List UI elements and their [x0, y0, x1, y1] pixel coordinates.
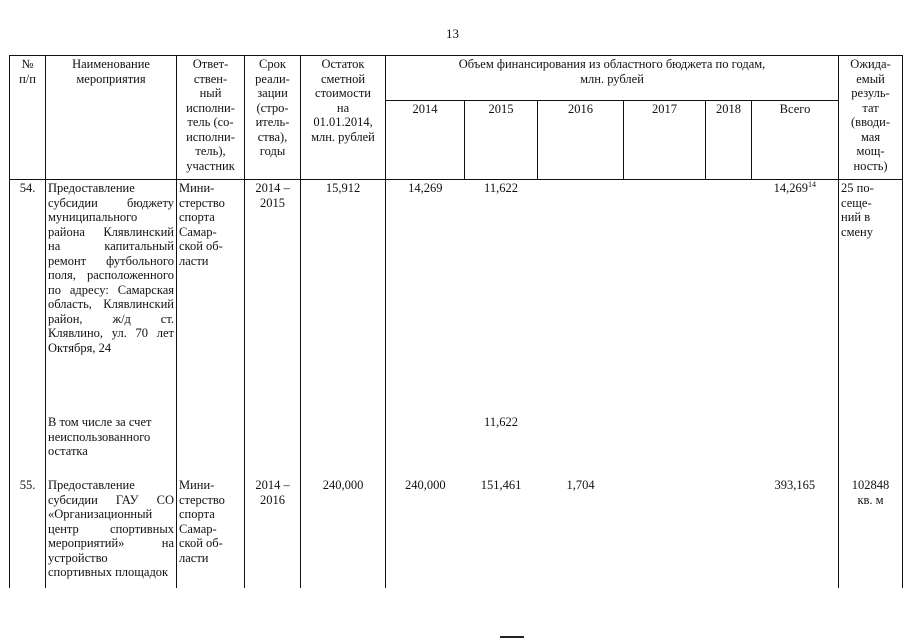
row-total — [752, 407, 839, 473]
row-2018 — [706, 180, 752, 408]
header-term: Срок реали- зации (стро- итель- ства), годы — [245, 56, 301, 180]
row-2014 — [386, 407, 465, 473]
footnote-ref: 14 — [807, 179, 816, 189]
funding-table — [9, 55, 903, 588]
header-balance: Остаток сметной стоимости на 01.01.2014, млн. рублей — [301, 56, 386, 180]
row-2016 — [538, 407, 624, 473]
page-number: 13 — [446, 26, 459, 41]
row-name: В том числе за счет неиспользованного остатка — [46, 407, 177, 473]
row-2014: 240,000 — [404, 478, 446, 492]
row-num: 54. — [10, 180, 46, 408]
row-term: 2014 – 2015 — [245, 180, 301, 408]
row-balance: 15,912 — [301, 180, 386, 408]
row-num: 55. — [10, 473, 46, 588]
header-year-2014: 2014 — [386, 101, 465, 180]
scan-mark — [500, 636, 524, 638]
header-num: № п/п — [10, 56, 46, 180]
row-name: Предоставление субсидии бюджету муниципального района Клявлинский на капитальный ремонт футбольного поля, расположенного по адресу: Самарская область, Клявлинский район, ж/д ст. Клявлино, ул. 70 лет Октября, 24 — [46, 180, 177, 408]
row-result — [839, 407, 903, 473]
header-name: Наименование мероприятия — [46, 56, 177, 180]
header-executor: Ответ- ствен- ный исполни- тель (со- исполни- тель), участник — [177, 56, 245, 180]
row-term: 2014 – 2016 — [245, 473, 301, 588]
row-2015: 151,461 — [480, 478, 522, 492]
row-total — [752, 473, 839, 588]
row-2017 — [624, 473, 706, 588]
header-result: Ожида- емый резуль- тат (вводи- мая мощ- ность) — [839, 56, 903, 180]
row-2017 — [624, 407, 706, 473]
row-term — [245, 407, 301, 473]
row-result: 25 по- сеще- ний в смену — [839, 180, 903, 408]
header-year-2016: 2016 — [538, 101, 624, 180]
row-name: Предоставление субсидии ГАУ СО «Организационный центр спортивных мероприятий» на устройство спортивных площадок — [46, 473, 177, 588]
row-executor: Мини- стерство спорта Самар- ской об- ласти — [177, 180, 245, 408]
row-balance: 240,000 — [301, 473, 386, 588]
row-balance — [301, 407, 386, 473]
row-2017 — [624, 180, 706, 408]
header-funding: Объем финансирования из областного бюджета по годам, млн. рублей — [386, 56, 839, 101]
row-2015: 11,622 — [484, 415, 518, 429]
table-row — [10, 473, 903, 588]
row-total — [752, 180, 839, 408]
header-total: Всего — [752, 101, 839, 180]
row-2014: 14,269 — [408, 181, 443, 195]
header-year-2018: 2018 — [706, 101, 752, 180]
row-total-value: 14,269 — [773, 181, 808, 195]
row-executor — [177, 407, 245, 473]
row-2018 — [706, 473, 752, 588]
table-row — [10, 180, 903, 408]
table-row — [10, 407, 903, 473]
row-num — [10, 407, 46, 473]
row-total-value: 393,165 — [774, 478, 816, 492]
row-result: 102848 кв. м — [839, 473, 903, 588]
header-year-2017: 2017 — [624, 101, 706, 180]
row-2015: 11,622 — [484, 181, 518, 195]
row-executor: Мини- стерство спорта Самар- ской об- ласти — [177, 473, 245, 588]
row-2016: 1,704 — [566, 478, 595, 492]
row-2018 — [706, 407, 752, 473]
header-year-2015: 2015 — [465, 101, 538, 180]
row-2016 — [538, 180, 624, 408]
